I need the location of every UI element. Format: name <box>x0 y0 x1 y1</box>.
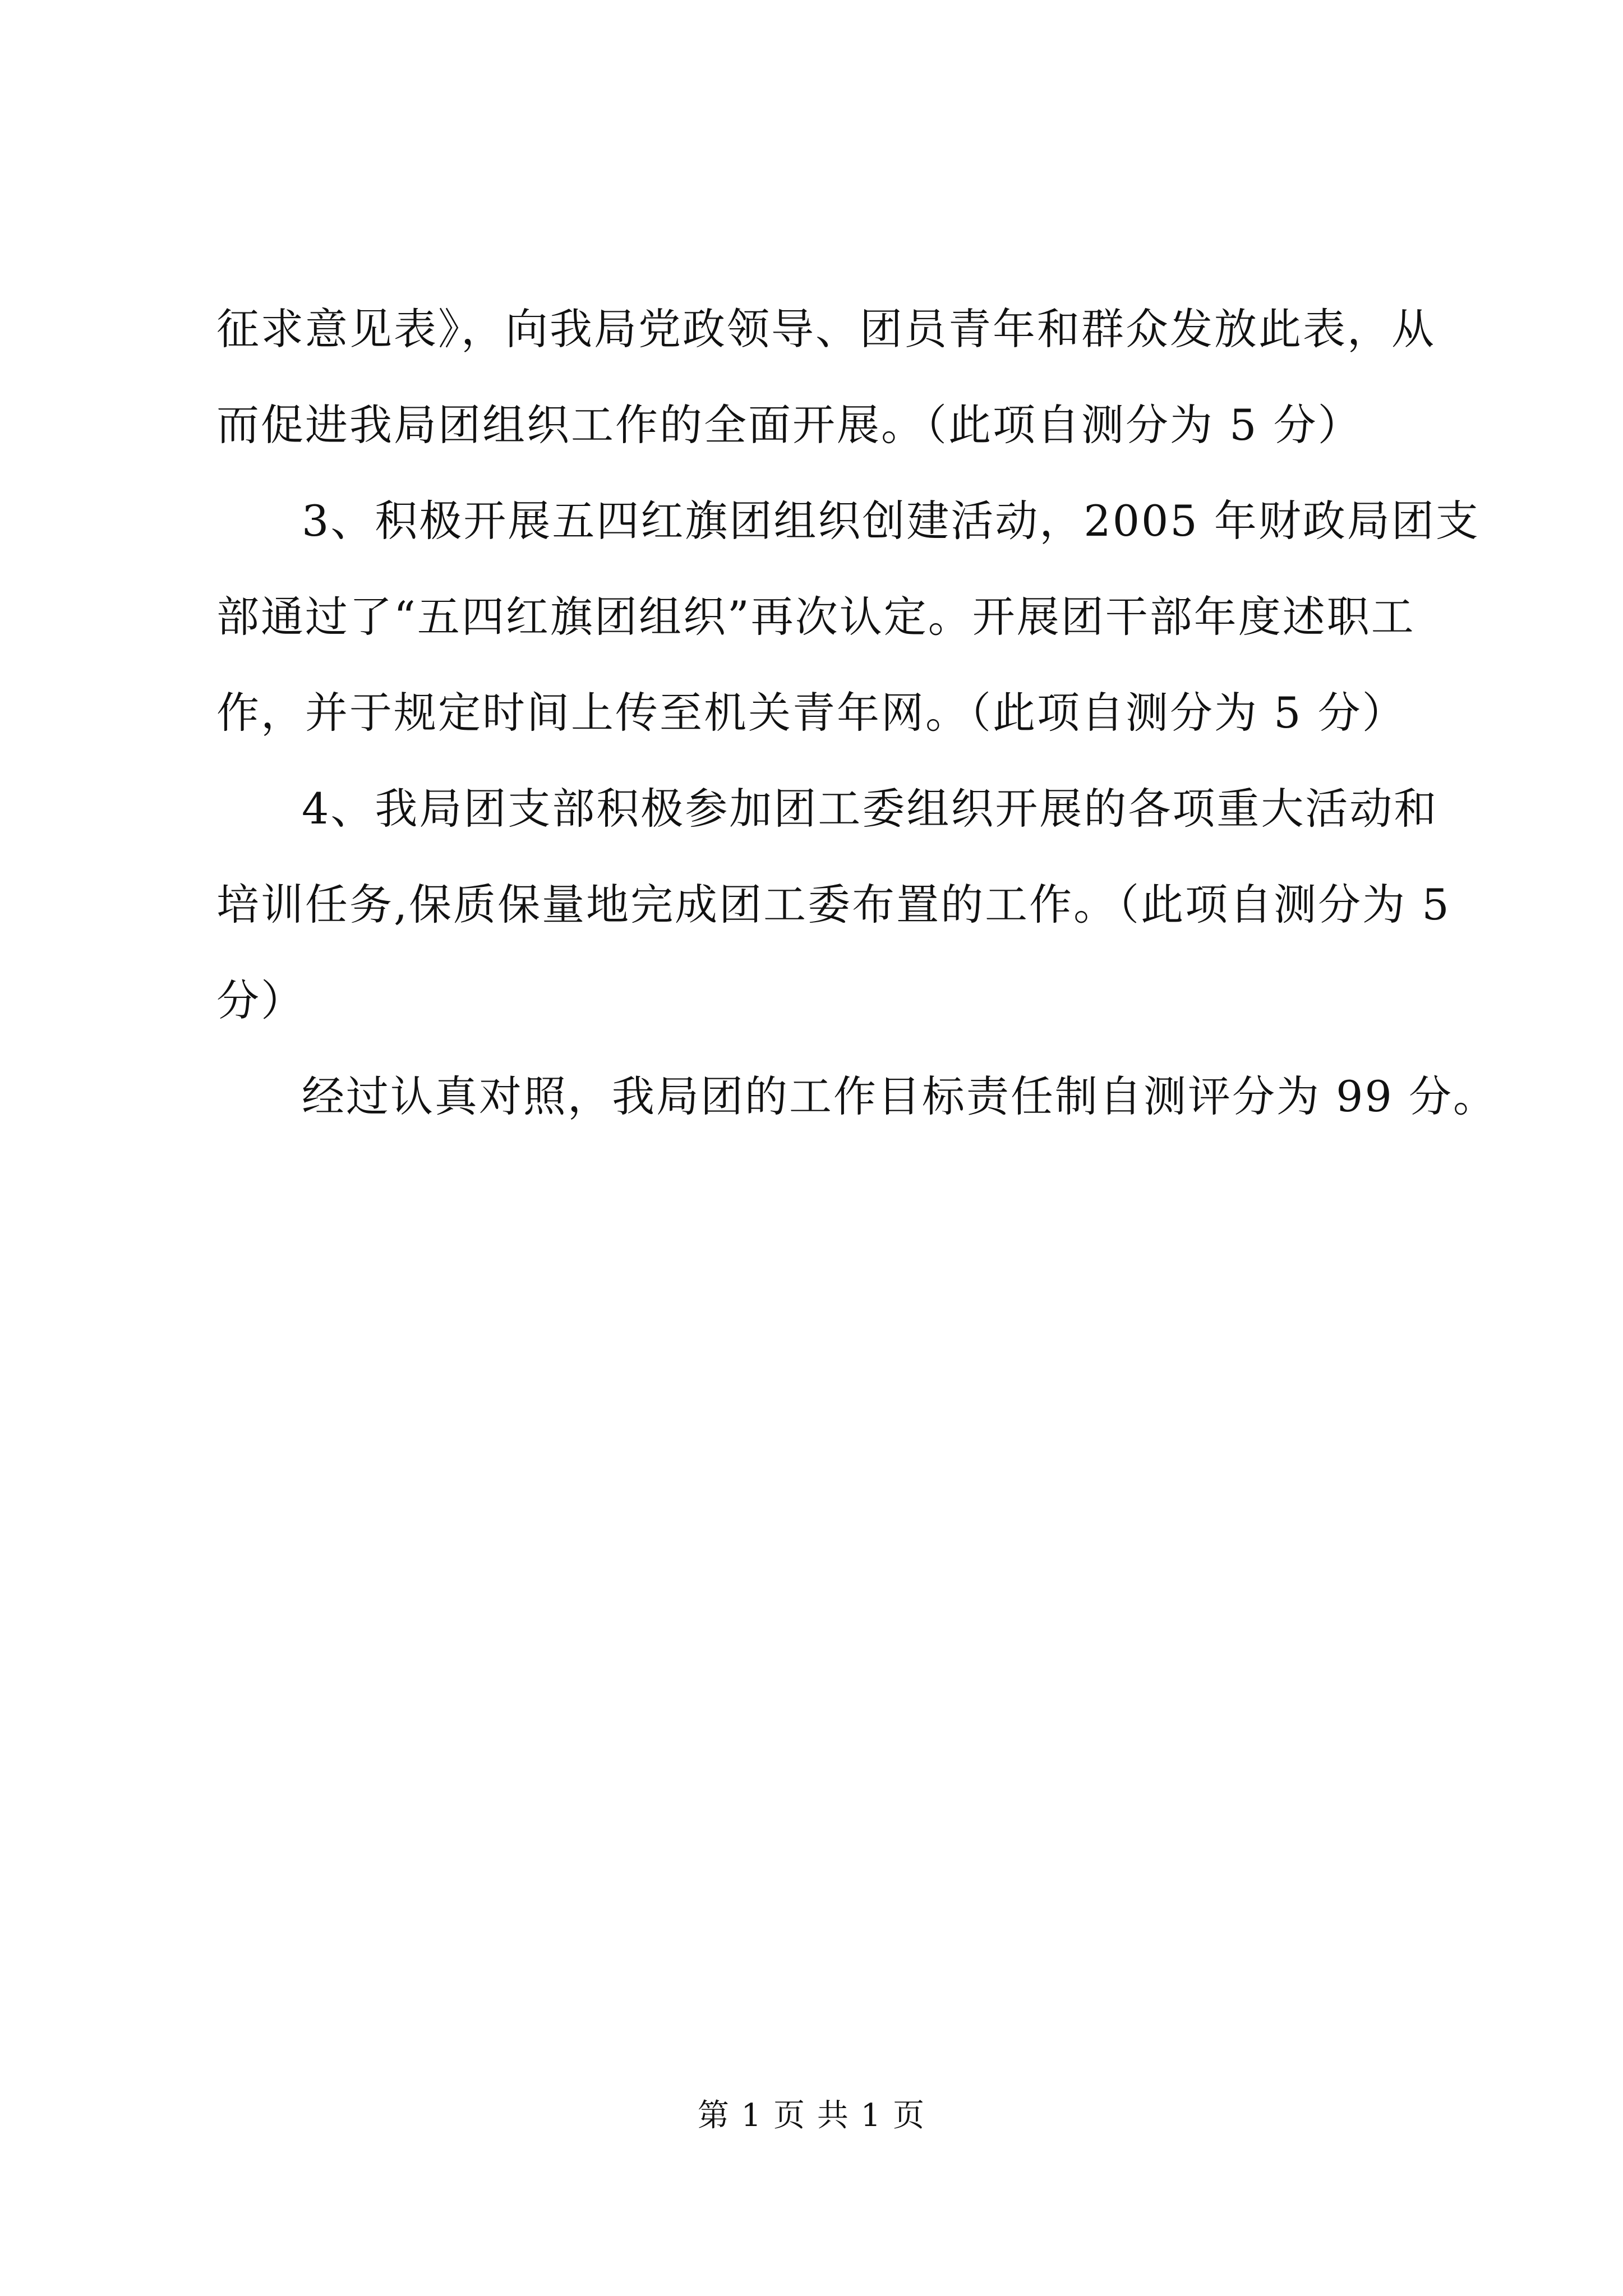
paragraph-line: 部通过了“五四红旗团组织”再次认定。开展团干部年度述职工 <box>216 592 1415 642</box>
paragraph-line: 作，并于规定时间上传至机关青年网。（此项自测分为 5 分） <box>216 688 1407 738</box>
paragraph-line: 经过认真对照，我局团的工作目标责任制自测评分为 99 分。 <box>302 1071 1498 1121</box>
paragraph-line: 而促进我局团组织工作的全面开展。（此项自测分为 5 分） <box>216 400 1362 450</box>
document-body <box>216 302 1498 1165</box>
page-footer: 第 1 页 共 1 页 <box>697 2097 926 2134</box>
paragraph-line: 3、积极开展五四红旗团组织创建活动，2005 年财政局团支 <box>302 496 1480 546</box>
paragraph-line: 分） <box>216 976 305 1025</box>
paragraph-line: 征求意见表》，向我局党政领导、团员青年和群众发放此表，从 <box>216 304 1436 354</box>
paragraph-line: 4、我局团支部积极参加团工委组织开展的各项重大活动和 <box>302 784 1438 834</box>
paragraph-line: 培训任务,保质保量地完成团工委布置的工作。（此项自测分为 5 <box>216 880 1451 930</box>
